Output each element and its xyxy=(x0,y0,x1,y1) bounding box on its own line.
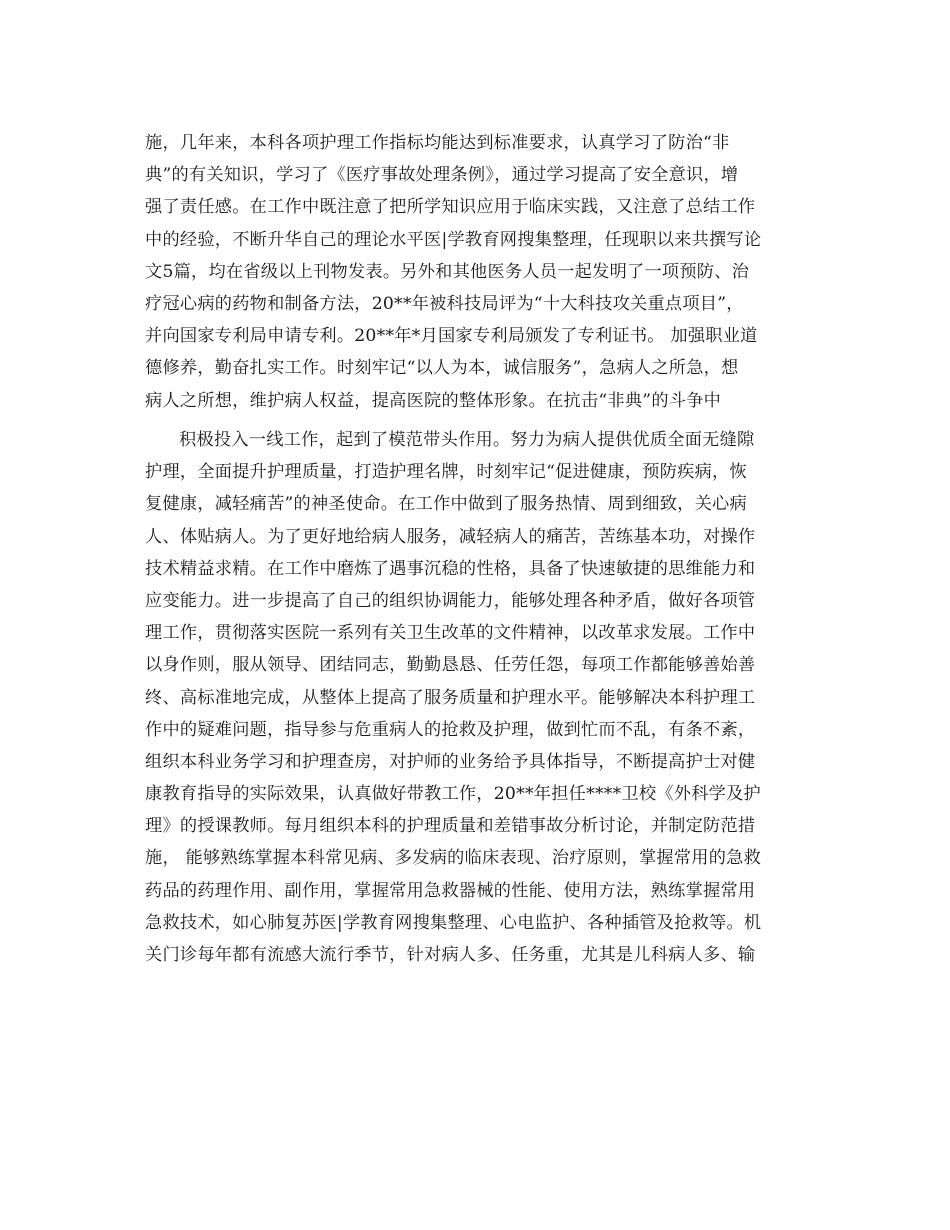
text-line: 理》的授课教师。每月组织本科的护理质量和差错事故分析讨论，并制定防范措 xyxy=(145,816,756,837)
text-line: 理工作，贯彻落实医院一系列有关卫生改革的文件精神，以改革求发展。工作中 xyxy=(145,623,756,644)
text-line: 并向国家专利局申请专利。20**年*月国家专利局颁发了专利证书。 加强职业道 xyxy=(145,326,758,347)
text-line: 复健康，减轻痛苦”的神圣使命。在工作中做到了服务热情、周到细致，关心病 xyxy=(145,494,747,515)
text-line: 积极投入一线工作，起到了模范带头作用。努力为病人提供优质全面无缝隙 xyxy=(179,430,755,450)
text-line: 药品的药理作用、副作用，掌握常用急救器械的性能、使用方法，熟练掌握常用 xyxy=(145,880,756,901)
text-line: 中的经验，不断升华自己的理论水平医|学教育网搜集整理，任现职以来共撰写论 xyxy=(145,229,762,250)
text-line: 文5篇，均在省级以上刊物发表。另外和其他医务人员一起发明了一项预防、治 xyxy=(145,261,750,282)
text-line: 关门诊每年都有流感大流行季节，针对病人多、任务重，尤其是儿科病人多、输 xyxy=(145,945,756,965)
text-line: 疗冠心病的药物和制备方法，20**年被科技局评为“十大科技攻关重点项目”， xyxy=(145,293,744,314)
text-line: 急救技术，如心肺复苏医|学教育网搜集整理、心电监护、各种插管及抢救等。机 xyxy=(145,912,762,933)
text-line: 护理，全面提升护理质量，打造护理名牌，时刻牢记“促进健康，预防疾病，恢 xyxy=(145,462,747,483)
text-line: 终、高标准地完成，从整体上提高了服务质量和护理水平。能够解决本科护理工 xyxy=(145,687,756,708)
paragraph-1 xyxy=(145,127,809,417)
text-line: 应变能力。进一步提高了自己的组织协调能力，能够处理各种矛盾，做好各项管 xyxy=(145,590,756,611)
text-line: 组织本科业务学习和护理查房，对护师的业务给予具体指导，不断提高护士对健 xyxy=(145,751,756,772)
text-line: 人、体贴病人。为了更好地给病人服务，减轻病人的痛苦，苦练基本功，对操作 xyxy=(145,526,756,547)
text-line: 施， 能够熟练掌握本科常见病、多发病的临床表现、治疗原则，掌握常用的急救 xyxy=(145,848,762,869)
text-line: 技术精益求精。在工作中磨炼了遇事沉稳的性格，具备了快速敏捷的思维能力和 xyxy=(145,558,756,579)
text-line: 典”的有关知识，学习了《医疗事故处理条例》，通过学习提高了安全意识，增 xyxy=(145,165,739,186)
text-line: 德修养，勤奋扎实工作。时刻牢记“以人为本，诚信服务”，急病人之所急，想 xyxy=(145,358,739,379)
paragraph-2 xyxy=(145,424,809,971)
text-line: 康教育指导的实际效果，认真做好带教工作，20**年担任****卫校《外科学及护 xyxy=(145,784,761,805)
text-line: 以身作则，服从领导、团结同志，勤勤恳恳、任劳任怨，每项工作都能够善始善 xyxy=(145,655,756,676)
text-line: 强了责任感。在工作中既注意了把所学知识应用于临床实践，又注意了总结工作 xyxy=(145,197,756,218)
text-line: 病人之所想，维护病人权益，提高医院的整体形象。在抗击“非典”的斗争中 xyxy=(145,390,722,411)
text-line: 施，几年来，本科各项护理工作指标均能达到标准要求，认真学习了防治“非 xyxy=(145,133,730,153)
text-line: 作中的疑难问题，指导参与危重病人的抢救及护理，做到忙而不乱，有条不紊， xyxy=(145,719,756,740)
